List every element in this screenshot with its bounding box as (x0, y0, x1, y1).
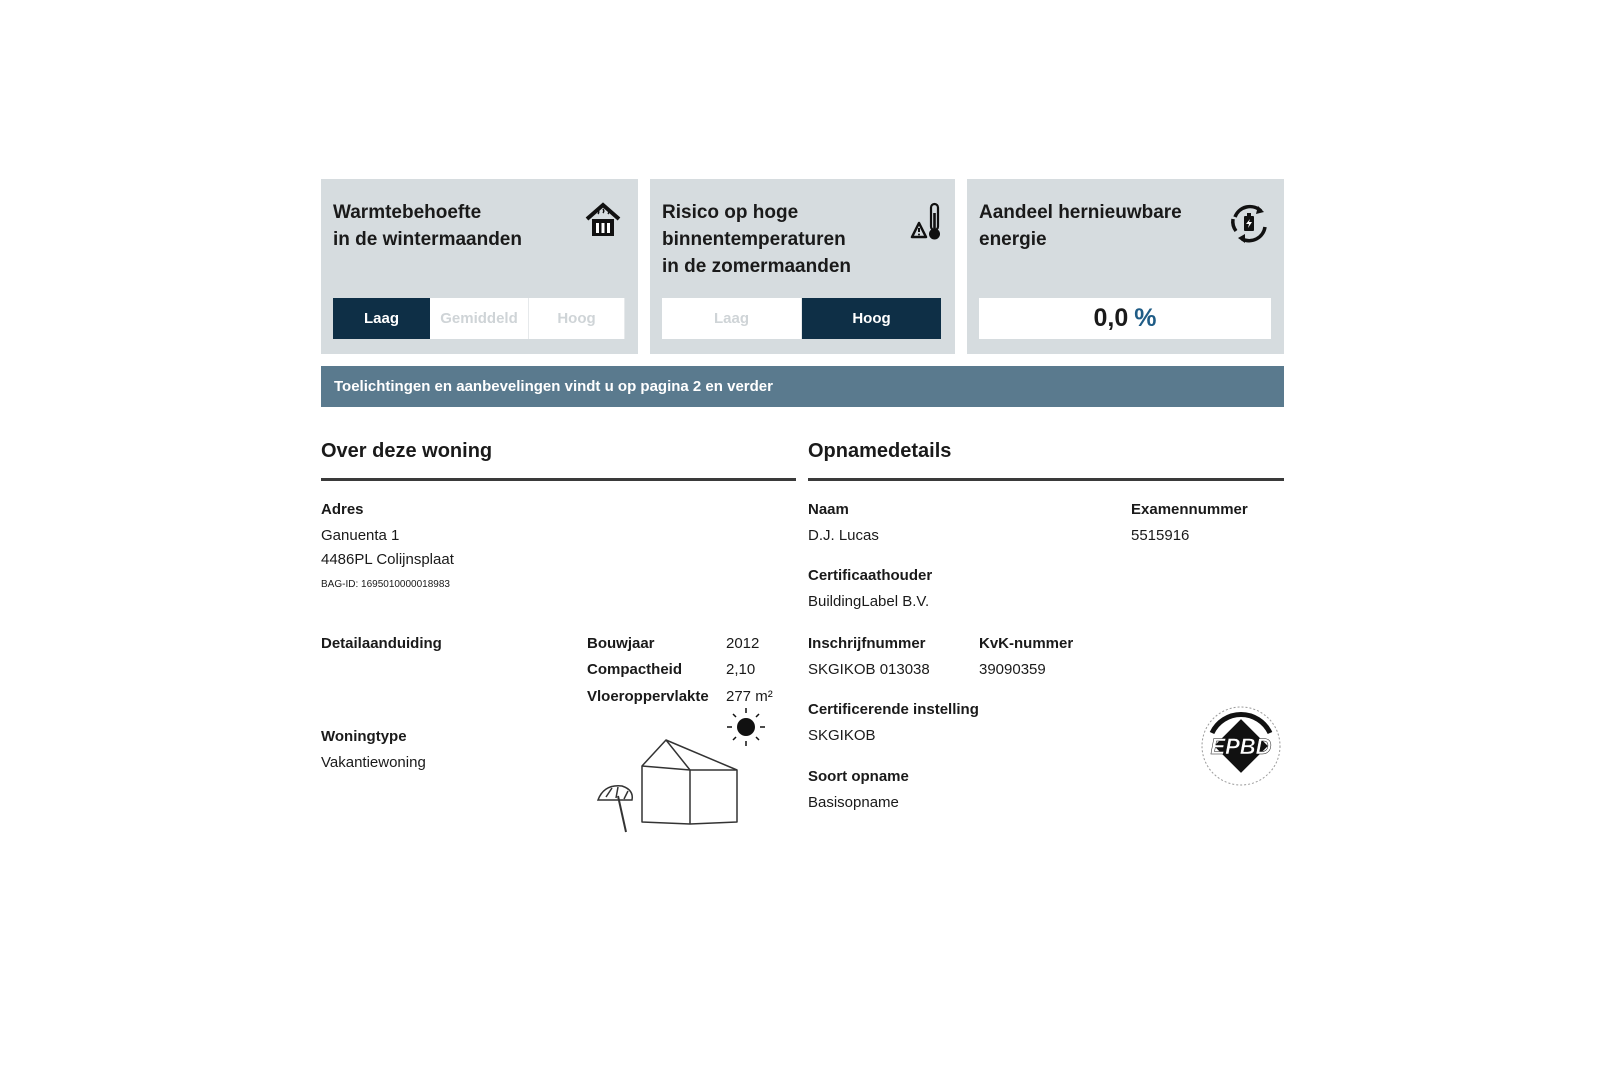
heat-option-hoog: Hoog (529, 298, 625, 339)
holiday-home-illustration (590, 700, 780, 835)
risk-option-hoog: Hoog (802, 298, 941, 339)
info-banner: Toelichtingen en aanbevelingen vindt u op pagina 2 en verder (321, 366, 1284, 407)
certificerende-instelling-value: SKGIKOB (808, 727, 876, 744)
vloeroppervlakte-value: 277 m² (726, 688, 773, 705)
overheating-risk-card (650, 179, 955, 354)
renewable-energy-icon (1227, 201, 1271, 245)
certificaathouder-label: Certificaathouder (808, 567, 933, 584)
naam-label: Naam (808, 501, 849, 518)
parasol-icon (598, 786, 632, 832)
adres-label: Adres (321, 501, 364, 518)
examennummer-label: Examennummer (1131, 501, 1248, 518)
compactheid-value: 2,10 (726, 661, 756, 678)
overheating-risk-title: Risico op hoge binnentemperaturen in de zomermaanden (662, 202, 851, 277)
risk-option-laag: Laag (662, 298, 802, 339)
bag-id: BAG-ID: 1695010000018983 (321, 579, 450, 590)
detailaanduiding-label: Detailaanduiding (321, 635, 442, 652)
epbd-logo-text: EPBD (1210, 734, 1272, 759)
woningtype-label: Woningtype (321, 728, 407, 745)
heat-option-gemiddeld: Gemiddeld (430, 298, 529, 339)
renewable-share-title: Aandeel hernieuwbare energie (979, 202, 1182, 250)
adres-line-1: Ganuenta 1 (321, 527, 400, 544)
kvk-nummer-value: 39090359 (979, 661, 1046, 678)
heat-option-laag: Laag (333, 298, 430, 339)
compactheid-label: Compactheid (587, 661, 683, 678)
house-heating-icon (583, 201, 623, 241)
overheating-risk-scale (662, 298, 941, 339)
vloeroppervlakte-label: Vloeroppervlakte (587, 688, 709, 705)
adres-line-2: 4486PL Colijnsplaat (321, 551, 454, 568)
renewable-share-value (979, 298, 1271, 339)
bouwjaar-value: 2012 (726, 635, 760, 652)
bouwjaar-label: Bouwjaar (587, 635, 655, 652)
opname-section-title: Opnamedetails (808, 440, 952, 462)
examennummer-value: 5515916 (1131, 527, 1190, 544)
renewable-share-unit: % (1134, 304, 1157, 332)
renewable-share-card (967, 179, 1284, 354)
house-outline-icon (642, 740, 737, 824)
soort-opname-value: Basisopname (808, 794, 899, 811)
inschrijfnummer-value: SKGIKOB 013038 (808, 661, 930, 678)
sun-icon (727, 708, 765, 746)
woningtype-value: Vakantiewoning (321, 754, 426, 771)
thermometer-warning-icon (910, 201, 946, 243)
certificaathouder-value: BuildingLabel B.V. (808, 593, 930, 610)
woning-section-rule (321, 478, 796, 481)
epbd-logo (1198, 703, 1284, 789)
heat-demand-card (321, 179, 638, 354)
naam-value: D.J. Lucas (808, 527, 879, 544)
heat-demand-scale (333, 298, 625, 339)
kvk-nummer-label: KvK-nummer (979, 635, 1074, 652)
woning-section-title: Over deze woning (321, 440, 493, 462)
certificerende-instelling-label: Certificerende instelling (808, 701, 979, 718)
soort-opname-label: Soort opname (808, 768, 909, 785)
opname-section-rule (808, 478, 1284, 481)
renewable-share-number: 0,0 (1093, 304, 1129, 332)
heat-demand-title: Warmtebehoefte in de wintermaanden (333, 202, 522, 250)
inschrijfnummer-label: Inschrijfnummer (808, 635, 926, 652)
